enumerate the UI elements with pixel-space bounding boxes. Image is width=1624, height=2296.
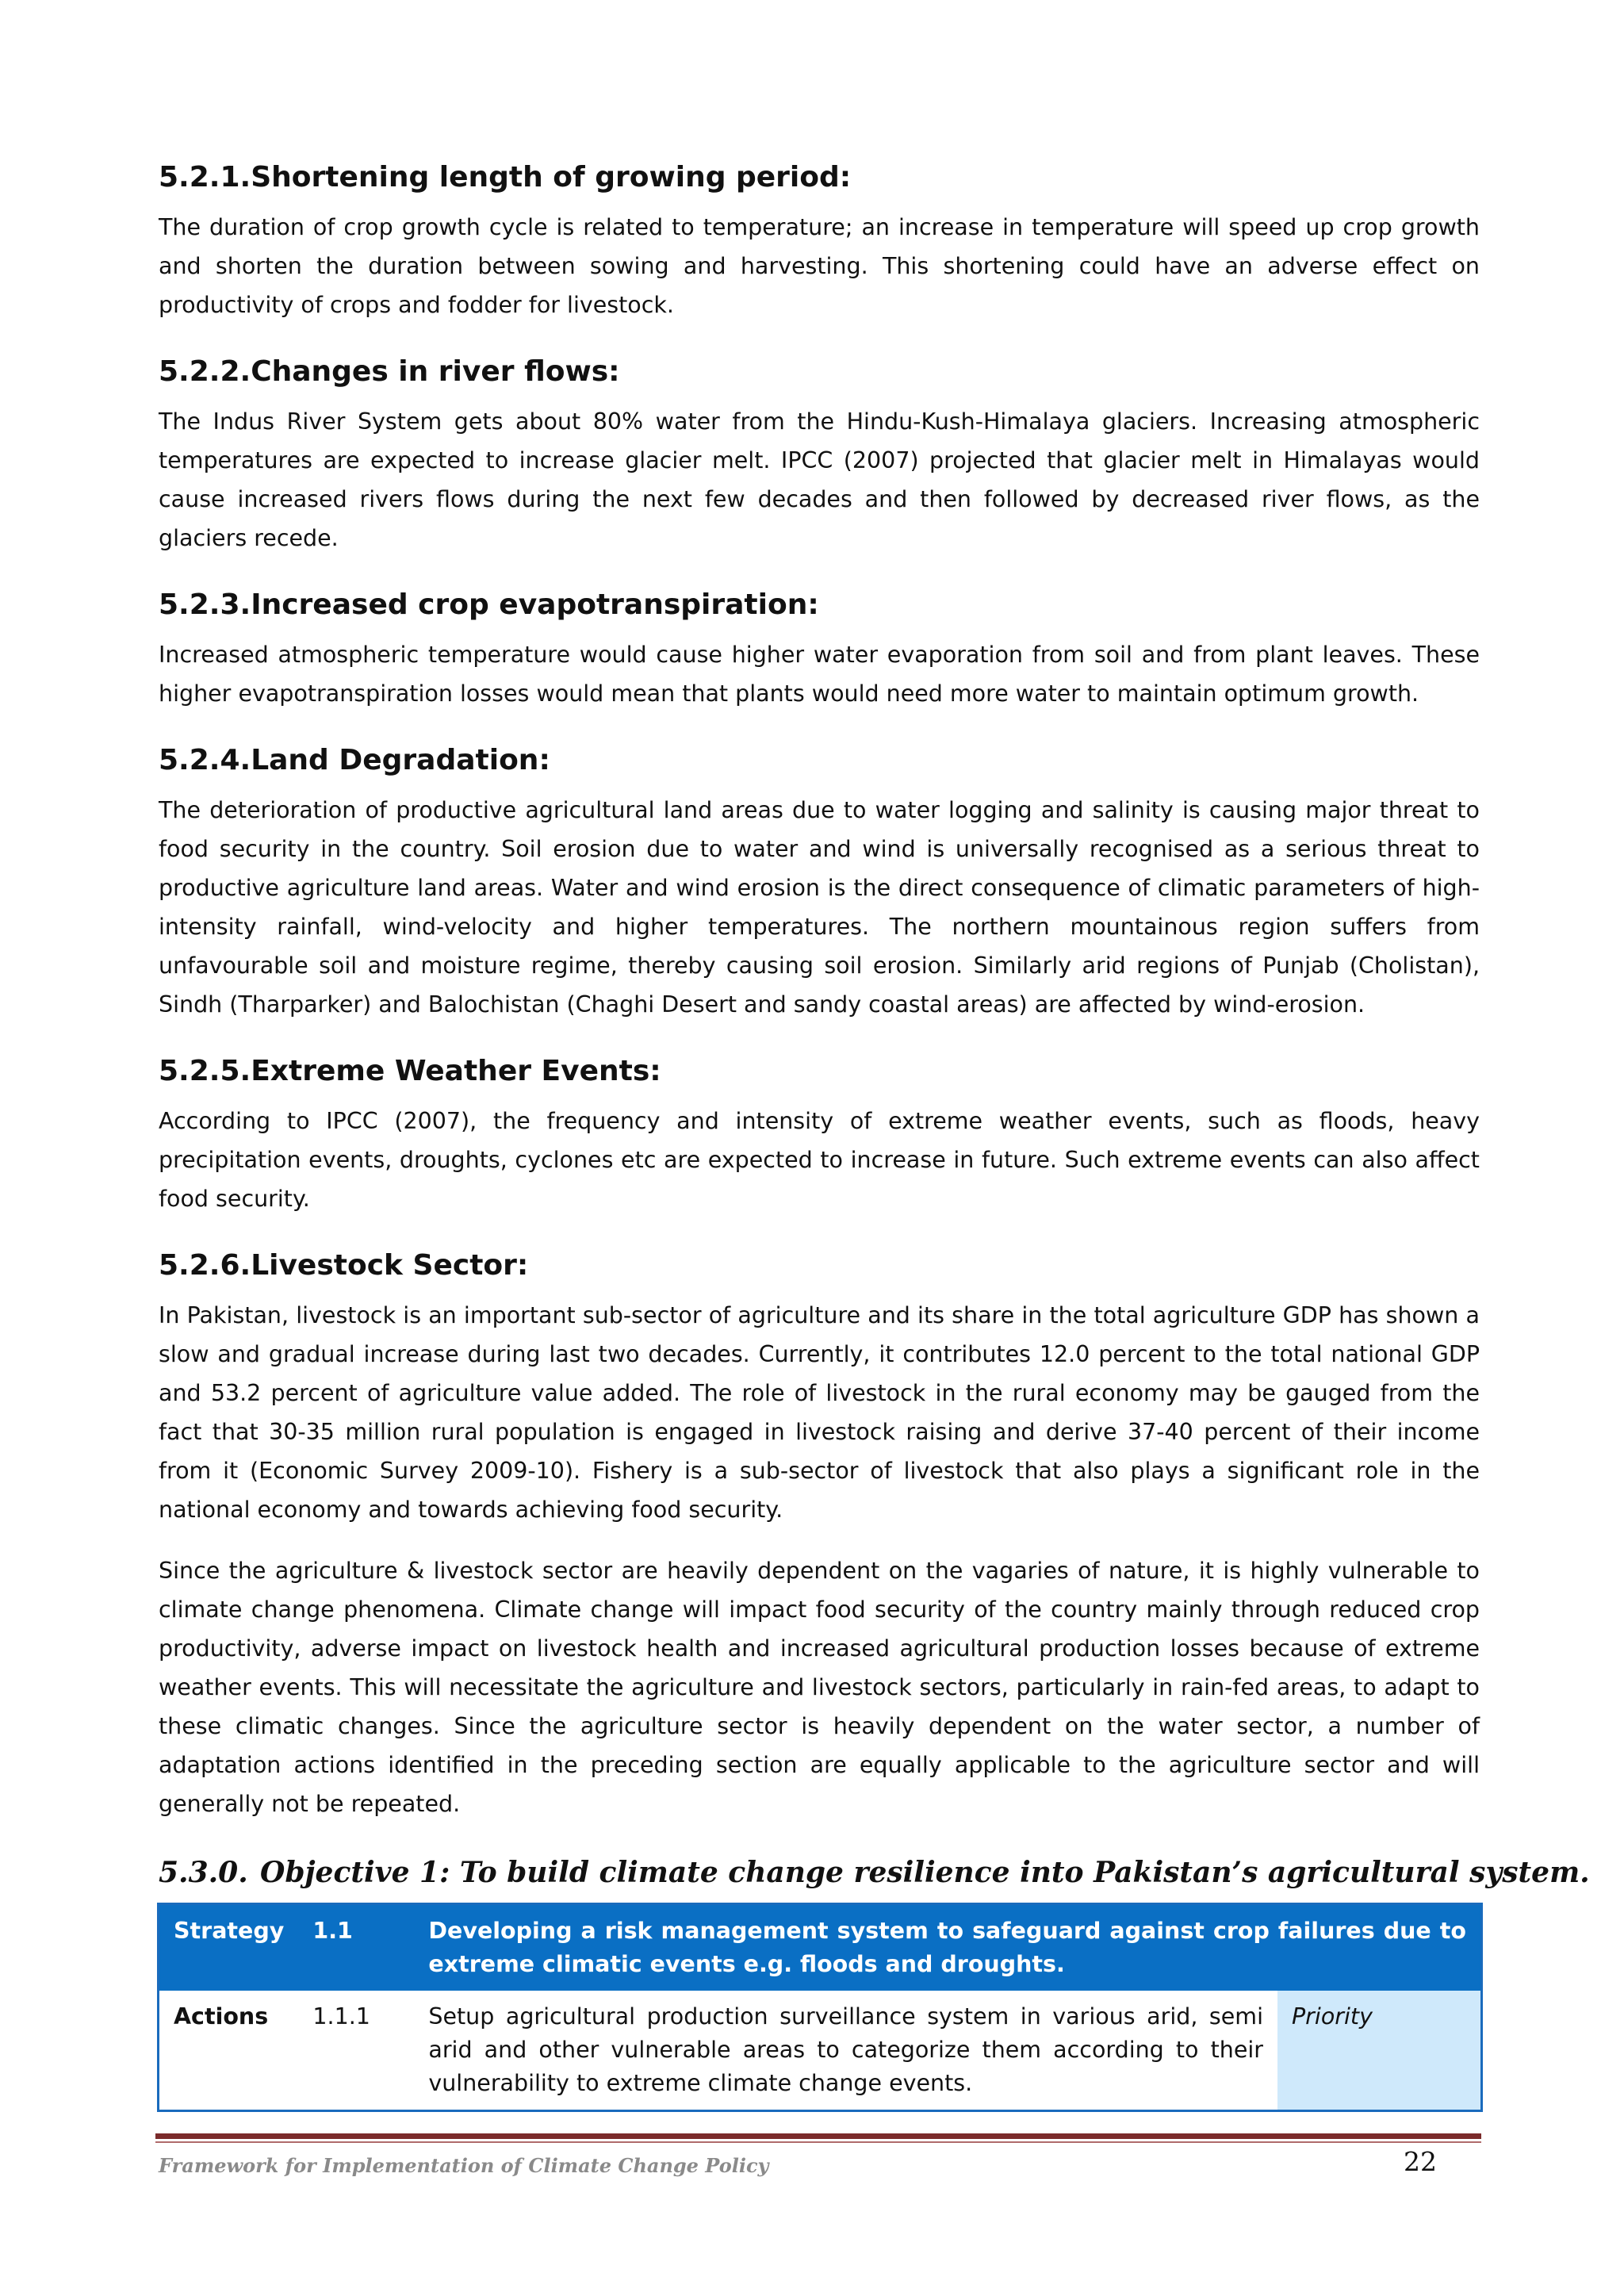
action-description: Setup agricultural production surveillance system in various arid, semi arid and other vulnerable areas to categorize them according to their vulnerability to extreme climate change events. <box>428 2003 1263 2096</box>
objective-heading: 5.3.0. Objective 1: To build climate change resilience into Pakistan’s agricultural system. <box>159 1856 1590 1889</box>
section-5-2-1 <box>159 159 1480 324</box>
actions-label: Actions <box>174 2003 269 2030</box>
page-number: 22 <box>1404 2146 1437 2177</box>
paragraph: In Pakistan, livestock is an important sub-sector of agriculture and its share in the total agriculture GDP has shown a slow and gradual increase during last two decades. Currently, it contributes 12.0 percent to the total national GDP and 53.2 percent of agriculture value added. The role of livestock in the rural economy may be gauged from the fact that 30-35 million rural population is engaged in livestock raising and derive 37-40 percent of their income from it (Economic Survey 2009-10). Fishery is a sub-sector of livestock that also plays a significant role in the national economy and towards achieving food security. <box>159 1302 1480 1523</box>
paragraph: The Indus River System gets about 80% water from the Hindu-Kush-Himalaya glaciers. Increasing atmospheric temperatures are expected to increase glacier melt. IPCC (2007) projected that glacier melt in Himalayas would cause increased rivers flows during the next few decades and then followed by decreased river flows, as the glaciers recede. <box>159 408 1480 551</box>
paragraph: The duration of crop growth cycle is related to temperature; an increase in temperature will speed up crop growth and shorten the duration between sowing and harvesting. This shortening could have an adverse effect on productivity of crops and fodder for livestock. <box>159 214 1480 318</box>
strategy-table <box>157 1903 1483 2112</box>
section-5-2-4 <box>159 742 1480 1024</box>
section-heading: 5.2.4.Land Degradation: <box>159 744 550 776</box>
paragraph: Increased atmospheric temperature would cause higher water evaporation from soil and from plant leaves. These higher evapotranspiration losses would mean that plants would need more water to maintain optimum growth. <box>159 642 1480 707</box>
footer-title: Framework for Implementation of Climate Change Policy <box>159 2154 769 2177</box>
strategy-description: Developing a risk management system to safeguard against crop failures due to extreme climatic events e.g. floods and droughts. <box>414 1904 1481 1991</box>
footer-rule <box>155 2133 1481 2139</box>
paragraph: Since the agriculture & livestock sector are heavily dependent on the vagaries of nature, it is highly vulnerable to climate change phenomena. Climate change will impact food security of the country mainly through reduced crop productivity, adverse impact on livestock health and increased agricultural production losses because of extreme weather events. This will necessitate the agriculture and livestock sectors, particularly in rain-fed areas, to adapt to these climatic changes. Since the agriculture sector is heavily dependent on the water sector, a number of adaptation actions identified in the preceding section are equally applicable to the agriculture sector and will generally not be repeated. <box>159 1558 1480 1817</box>
paragraph: According to IPCC (2007), the frequency and intensity of extreme weather events, such as floods, heavy precipitation events, droughts, cyclones etc are expected to increase in future. Such extreme events can also affect food security. <box>159 1108 1480 1212</box>
strategy-header-row <box>159 1904 1482 1991</box>
section-heading: 5.2.3.Increased crop evapotranspiration: <box>159 588 819 621</box>
action-row <box>159 1991 1482 2111</box>
footer-rule-thin <box>155 2141 1481 2143</box>
strategy-label: Strategy <box>159 1904 299 1991</box>
section-heading: 5.2.6.Livestock Sector: <box>159 1249 529 1282</box>
section-5-2-6 <box>159 1247 1480 1823</box>
document-page <box>159 159 1590 2112</box>
section-heading: 5.2.2.Changes in river flows: <box>159 355 620 388</box>
priority-cell: Priority <box>1277 1991 1482 2111</box>
section-5-2-5 <box>159 1052 1480 1218</box>
strategy-code: 1.1 <box>298 1904 414 1991</box>
section-heading: 5.2.1.Shortening length of growing period: <box>159 161 852 194</box>
section-heading: 5.2.5.Extreme Weather Events: <box>159 1055 661 1087</box>
paragraph: The deterioration of productive agricultural land areas due to water logging and salinity is causing major threat to food security in the country. Soil erosion due to water and wind is universally recognised as a serious threat to productive agriculture land areas. Water and wind erosion is the direct consequence of climatic parameters of high-intensity rainfall, wind-velocity and higher temperatures. The northern mountainous region suffers from unfavourable soil and moisture regime, thereby causing soil erosion. Similarly arid regions of Punjab (Cholistan), Sindh (Tharparker) and Balochistan (Chaghi Desert and sandy coastal areas) are affected by wind-erosion. <box>159 797 1480 1018</box>
action-code: 1.1.1 <box>312 2003 370 2030</box>
section-5-2-3 <box>159 586 1480 713</box>
section-5-2-2 <box>159 353 1480 558</box>
